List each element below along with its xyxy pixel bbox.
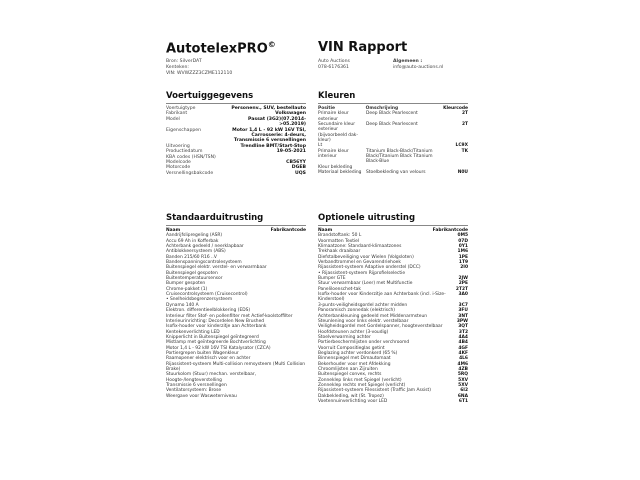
report-title: VIN Rapport [318, 40, 408, 55]
colors-row [318, 170, 468, 175]
company-phone: 078-6176361 [318, 65, 349, 70]
standard-table [166, 228, 306, 399]
optional-item-name: Chroomlijsten aan Zijruiten [318, 366, 378, 372]
vehicle-value: DGEB [291, 165, 306, 171]
color-code: LC9X [455, 143, 468, 149]
optional-item-name: Diefstalbeveiliging voor Wielen (Volgsloten) [318, 254, 414, 260]
standard-item-name: Stuurkolom (Stuur) mechan. verstelbaar, Hoogte-/lengteverstelling [166, 372, 257, 383]
standard-item-name: Isofix-houder voor kinderzitje aan Achterbank [166, 324, 267, 330]
optional-item-code: 07D [458, 238, 468, 244]
optional-divider [318, 225, 468, 226]
optional-item-code: 2JW [458, 276, 468, 282]
vehicle-value: Volkswagen [275, 111, 306, 117]
optional-item-name: Achterbankleuning gedeeld met Middenarmsteun [318, 313, 428, 319]
optional-item-code: 3FU [458, 308, 468, 314]
optional-item-code: 5XV [458, 382, 468, 388]
vehicle-key: Voertuigtype [166, 106, 196, 111]
vehicle-row [166, 171, 306, 176]
optional-item-name: Bekerhouder voor met Afdekking [318, 361, 391, 367]
optional-item-name: Stuur verwarmbaar (Leer) met Multifunctie [318, 281, 413, 287]
color-description: Stoelbekleding van velours [366, 170, 426, 176]
vehicle-key: Motorcode [166, 165, 191, 171]
standard-item-name: Portiergrepen buiten Wagenkleur [166, 350, 239, 356]
vehicle-row [166, 117, 306, 128]
optional-item-code: 4L6 [459, 356, 468, 362]
optional-item-name: Bumper GTE [318, 276, 346, 282]
standard-item-name: Rijassistent-systeem Multi-collision remsysteem (Multi Collision Brake) [166, 361, 306, 372]
optional-item-code: 2I0 [460, 265, 468, 271]
standard-item-name: Kentekenverlichting LED [166, 329, 220, 335]
standard-item [166, 372, 306, 383]
vehicle-value: Personenv., SUV, bestellauto [231, 106, 306, 111]
optional-item-code: 6NA [457, 393, 468, 399]
standard-item-name: • Snelheidsbegrenzersysteem [166, 297, 233, 303]
optional-item-code: 4GF [458, 345, 468, 351]
color-code: TK [461, 148, 468, 154]
colors-header-description: Omschrijving [365, 106, 399, 111]
colors-header-position: Positie [318, 106, 335, 111]
standard-header-code: Fabrikantcode [270, 228, 306, 233]
standard-item-name: Weergave voor Wasweterniveau [166, 393, 237, 399]
brand-mark: © [267, 40, 276, 49]
optional-item-name: Stoelverwarming achter [318, 334, 371, 340]
vehicle-key: Uitvoering [166, 143, 190, 149]
optional-item-name: Verbandtrommel en Gevarendriehoek [318, 260, 401, 266]
colors-divider [318, 103, 468, 104]
optional-item-code: 3A0 [458, 292, 468, 298]
optional-item [318, 399, 468, 404]
optional-header-code: Fabrikantcode [432, 228, 468, 233]
optional-item-code: 5XV [458, 377, 468, 383]
colors-header-code: Kleurcode [443, 106, 468, 111]
optional-item-name: Dakbekleding, wit (St. Tropez) [318, 393, 384, 399]
color-description: Titanium Black-Black/Titanium Black/Titanium Black Titanium Black-Blue [366, 148, 433, 165]
vehicle-value: 19-05-2021 [276, 149, 306, 155]
vehicle-key: KBA codes (HSN/TSN) [166, 154, 216, 160]
optional-item-name: Veiligheidsgordel met Gordelspanner, hoogteverstelbaar [318, 324, 443, 330]
vehicle-value: UQS [295, 170, 306, 176]
optional-item-code: 3PW [456, 318, 468, 324]
optional-item-code: 6T1 [458, 399, 468, 404]
color-position: Lt [318, 143, 323, 149]
vehicle-value: Passat (3G2)(07.2014->05.2019) [248, 116, 306, 128]
vehicle-key: Modelcode [166, 160, 191, 166]
standard-item-name: Cruisecontrolsysteem (Cruisecontrol) [166, 292, 248, 298]
optional-item-name: Voetennuinverlichting voor LED [318, 399, 388, 404]
standard-item-name: Interieur filter Stof- en pollenfilter met Actief-koolstoffilter [166, 313, 293, 319]
optional-item-name: Klimaatzone: Standaard-klimaatzones [318, 244, 402, 250]
standard-item-name: Elektron. differentieelblokkering (EDS) [166, 308, 251, 314]
standard-item-name: Achterbank gedeeld / neerklapbaar [166, 244, 244, 250]
vehicle-row [166, 128, 306, 144]
optional-item-code: 4M6 [457, 361, 468, 367]
color-position: Materiaal bekleding [318, 170, 362, 176]
optional-item-name: Rijassistent-systeem Adaptive onderstel (DCC) [318, 265, 421, 271]
standard-header-name: Naam [166, 228, 181, 233]
optional-item-name: Trekhaak draaibaar [318, 249, 361, 255]
vehicle-value: Trendline BMT/Start-Stop [240, 143, 306, 149]
standard-item-name: Transmissie 6 versnellingen [166, 382, 227, 388]
brand-title [166, 40, 276, 56]
optional-item-code: 2T2T [455, 286, 468, 292]
color-position: Primaire kleur interieur [318, 148, 349, 160]
optional-item-code: 5RQ [457, 372, 468, 378]
optional-item-code: 1M6 [457, 249, 468, 255]
color-description: Deep Black Pearlescent [366, 111, 418, 117]
color-description: Deep Black Pearlescent [366, 122, 418, 128]
colors-table [318, 106, 468, 175]
standard-item-name: Knipperlicht in Buitenspiegel geïntegreerd [166, 334, 259, 340]
vehicle-key: Eigenschappen [166, 127, 202, 133]
standard-item-name: Motor 1,4 L - 92 kW 16V TSI Katalysator (CZCA) [166, 345, 271, 351]
optional-item-code: 3C7 [458, 302, 468, 308]
optional-item-name: Voormatten Textiel [318, 238, 360, 244]
colors-row [318, 149, 468, 165]
standard-item-name: Bumper gespoten [166, 281, 206, 287]
vehicle-divider [166, 103, 306, 104]
optional-item-code: 4ZB [458, 366, 468, 372]
standard-heading: Standaarduitrusting [166, 213, 264, 223]
optional-item-code: 0Y1 [458, 244, 468, 250]
company-email[interactable]: info@auto-auctions.nl [393, 65, 444, 70]
color-code: N0U [457, 170, 468, 176]
optional-item-name: Rijassistent-systeem Filessistent (Traffic Jam Assist) [318, 388, 431, 394]
standard-item-name: Ventilatorsysteem: Brose [166, 388, 222, 394]
vehicle-table [166, 106, 306, 176]
standard-item-name: Aandrijfslipregeling (ASR) [166, 233, 223, 239]
vehicle-value: CB56YY [286, 160, 306, 166]
brand-name: AutotelexPRO [166, 41, 268, 57]
optional-item-code: 3NT [458, 313, 468, 319]
optional-item-code: 4B4 [458, 340, 468, 346]
optional-item-code: 4A4 [458, 334, 468, 340]
vin-line: VIN: WVWZZZ3CZME112110 [166, 71, 233, 76]
standard-item-name: Accu 69 Ah in Kofferbak [166, 238, 219, 244]
plate-line: Kenteken: [166, 65, 189, 70]
optional-item-name: 3-punts-veiligheidsgordel achter midden [318, 302, 408, 308]
optional-item-name: Brandstoftank: 50 L [318, 233, 362, 239]
colors-row [318, 122, 468, 143]
color-position: Primaire kleur exterieur [318, 111, 349, 122]
standard-item-name: Mistlamp met geïntegreerde Bochtverlichting [166, 340, 266, 346]
optional-item-name: Zonneklep rechts met Spiegel (verlicht) [318, 382, 406, 388]
standard-item [166, 362, 306, 373]
vehicle-key: Fabrikant [166, 111, 188, 117]
color-code: 2T [461, 111, 468, 117]
source-line: Bron: SilverDAT [166, 59, 202, 64]
standard-item-name: Bandenspanningscontrolesysteem [166, 260, 242, 266]
optional-header-name: Naam [318, 228, 333, 233]
optional-item-name: Zonneklep links met Spiegel (verlicht) [318, 377, 402, 383]
vehicle-heading: Voertuiggegevens [166, 91, 254, 101]
optional-item-name: Steunlening voor links elektr. verstelbaar [318, 318, 409, 324]
vehicle-key: Versnellingsbakcode [166, 170, 214, 176]
standard-item-name: Banden 215/60 R16 ..V [166, 254, 217, 260]
optional-item-code: 6I2 [460, 388, 468, 394]
standard-divider [166, 225, 306, 226]
optional-item-name: Portierbeschermlijsten onder verchroomd [318, 340, 410, 346]
optional-item-name: Beglazing achter verdonkerd (65 %) [318, 350, 398, 356]
standard-item-name: Dynamo 140 A [166, 302, 199, 308]
company-name: Auto Auctions [318, 59, 350, 64]
optional-item-name: Isofix-houder voor Kinderzitje aan Achterbank (incl. i-Size-Kinderstoel) [318, 292, 446, 303]
vehicle-key: Model [166, 116, 180, 122]
vehicle-key: Productiedatum [166, 149, 203, 155]
standard-item [166, 394, 306, 399]
optional-item-name: Binnenspiegel met Dimautomaat [318, 356, 391, 362]
standard-item-name: Buitenspiegel gespoten [166, 270, 218, 276]
optional-item-code: 3QT [458, 324, 468, 330]
optional-item-code: 1T9 [458, 260, 468, 266]
colors-heading: Kleuren [318, 91, 356, 101]
optional-item [318, 292, 468, 303]
optional-heading: Optionele uitrusting [318, 213, 416, 223]
optional-item-name: Paneliloenschet-tak [318, 286, 361, 292]
colors-row [318, 111, 468, 122]
color-position: Kleur bekleding [318, 164, 353, 170]
standard-item-name: Buitentemperatuursensor [166, 276, 223, 282]
optional-table [318, 228, 468, 404]
optional-item-name: Hoofdsteunen achter (3-voudig) [318, 329, 389, 335]
standard-item-name: Interieurinrichting: Decordelen New Brushed [166, 318, 265, 324]
color-code: 2T [461, 122, 468, 128]
optional-item-code: 3T2 [458, 329, 468, 335]
optional-item-name: • Rijassistent-systeem Rijprofielselectie [318, 270, 406, 276]
vehicle-value: Motor 1,4 L - 92 kW 16V TSI, Carrosserie: 4-deurs, Transmissie 6 versnellingen [232, 127, 306, 144]
standard-item-name: Buitenspiegel elektr. verstel- en verwarmbaar [166, 265, 267, 271]
optional-item-code: 4KF [458, 350, 468, 356]
optional-item-code: 2PE [458, 281, 468, 287]
optional-item-name: Voorruit Compositieglas getint [318, 345, 385, 351]
optional-item-name: Buitenspiegel convex, rechts [318, 372, 382, 378]
standard-item-name: Antiblokkeersysteem (ABS) [166, 249, 226, 255]
optional-item-name: Panoramisch zonnedak (elektrisch) [318, 308, 395, 314]
optional-item-code: 1PE [458, 254, 468, 260]
general-label: Algemeen : [393, 59, 423, 64]
standard-item-name: Raamopener elektrisch voor en achter [166, 356, 251, 362]
standard-item-name: Chrome-pakket (1) [166, 286, 208, 292]
optional-item-code: 0M5 [457, 233, 468, 239]
color-position: Secundaire kleur exterieur (bijvoorbeeld dak-kleur) [318, 122, 358, 144]
